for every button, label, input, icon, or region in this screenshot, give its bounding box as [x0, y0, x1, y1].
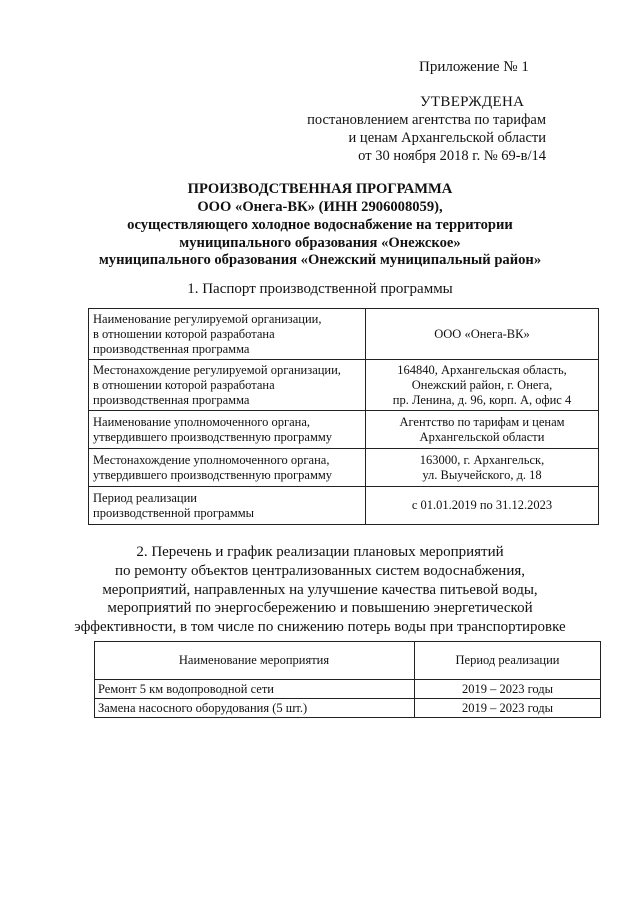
- approved-stamp: УТВЕРЖДЕНА: [420, 94, 525, 110]
- table-header-row: [95, 642, 601, 680]
- event-name: Замена насосного оборудования (5 шт.): [95, 699, 415, 718]
- passport-label: [89, 487, 366, 525]
- title-line: муниципального образования «Онежское»: [179, 235, 461, 251]
- value-line: Онежский район, г. Онега,: [411, 377, 553, 392]
- section-1-heading: 1. Паспорт производственной программы: [187, 281, 453, 297]
- value-line: 164840, Архангельская область,: [397, 362, 567, 377]
- label-line: утвердившего производственную программу: [93, 467, 333, 482]
- passport-value: [366, 487, 599, 525]
- events-table: [94, 641, 601, 718]
- table-row: [95, 680, 601, 699]
- title-line: осуществляющего холодное водоснабжение на территории: [127, 217, 513, 233]
- value-line: Агентство по тарифам и ценам: [399, 414, 565, 429]
- value-line: пр. Ленина, д. 96, корп. А, офис 4: [392, 392, 572, 407]
- heading-line: эффективности, в том числе по снижению потерь воды при транспортировке: [74, 619, 566, 635]
- label-line: производственной программы: [93, 505, 255, 520]
- value-line: ул. Выучейского, д. 18: [422, 467, 542, 482]
- passport-value: [366, 449, 599, 487]
- passport-label: [89, 449, 366, 487]
- label-line: производственная программа: [93, 392, 250, 407]
- event-period: 2019 – 2023 годы: [415, 699, 601, 718]
- event-period: 2019 – 2023 годы: [415, 680, 601, 699]
- value-line: ООО «Онега-ВК»: [434, 326, 530, 341]
- approval-date-line: от 30 ноября 2018 г. № 69-в/14: [358, 148, 546, 164]
- approval-line: и ценам Архангельской области: [348, 130, 546, 146]
- column-header-name: Наименование мероприятия: [95, 642, 415, 680]
- label-line: Период реализации: [93, 490, 197, 505]
- passport-table: [88, 308, 599, 525]
- label-line: в отношении которой разработана: [93, 377, 275, 392]
- title-line: ПРОИЗВОДСТВЕННАЯ ПРОГРАММА: [187, 181, 453, 197]
- approval-line: постановлением агентства по тарифам: [307, 112, 546, 128]
- table-row: [95, 699, 601, 718]
- label-line: Местонахождение регулируемой организации,: [93, 362, 341, 377]
- table-row: [89, 487, 599, 525]
- title-line: ООО «Онега-ВК» (ИНН 2906008059),: [197, 199, 443, 215]
- table-row: [89, 411, 599, 449]
- passport-value: [366, 360, 599, 411]
- value-line: с 01.01.2019 по 31.12.2023: [411, 498, 553, 512]
- heading-line: по ремонту объектов централизованных систем водоснабжения,: [114, 563, 525, 579]
- title-line: муниципального образования «Онежский муниципальный район»: [98, 252, 542, 268]
- value-line: 163000, г. Архангельск,: [419, 452, 545, 467]
- heading-line: мероприятий, направленных на улучшение качества питьевой воды,: [102, 582, 538, 598]
- passport-label: [89, 360, 366, 411]
- passport-label: [89, 309, 366, 360]
- label-line: утвердившего производственную программу: [93, 429, 333, 444]
- heading-line: мероприятий по энергосбережению и повышению энергетической: [107, 600, 533, 616]
- label-line: Наименование регулируемой организации,: [93, 311, 322, 326]
- label-line: в отношении которой разработана: [93, 326, 275, 341]
- label-line: Местонахождение уполномоченного органа,: [93, 452, 330, 467]
- table-row: [89, 449, 599, 487]
- value-line: Архангельской области: [419, 429, 545, 444]
- label-line: производственная программа: [93, 341, 250, 356]
- event-name: Ремонт 5 км водопроводной сети: [95, 680, 415, 699]
- passport-label: [89, 411, 366, 449]
- table-row: [89, 309, 599, 360]
- appendix-number: Приложение № 1: [419, 59, 529, 75]
- label-line: Наименование уполномоченного органа,: [93, 414, 310, 429]
- passport-value: [366, 411, 599, 449]
- passport-value: [366, 309, 599, 360]
- table-row: [89, 360, 599, 411]
- column-header-period: Период реализации: [415, 642, 601, 680]
- heading-line: 2. Перечень и график реализации плановых мероприятий: [136, 544, 504, 560]
